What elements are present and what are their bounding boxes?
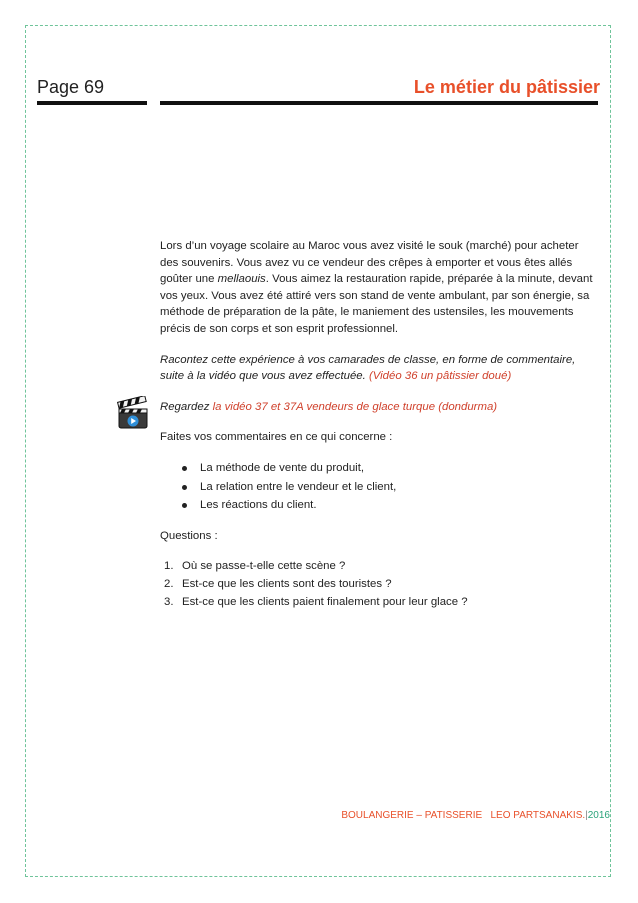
list-item: La relation entre le vendeur et le client, <box>160 479 600 496</box>
mellaouis-term: mellaouis <box>217 273 266 286</box>
footer-brand: BOULANGERIE – PATISSERIE LEO PARTSANAKIS. <box>341 810 586 821</box>
list-item: 2. Est-ce que les clients sont des touristes ? <box>164 577 392 590</box>
page-footer <box>341 810 610 821</box>
list-item: 3. Est-ce que les clients paient finalement pour leur glace ? <box>164 595 468 608</box>
header-rule-left <box>37 101 147 105</box>
video-36-link[interactable]: (Vidéo 36 un pâtissier doué) <box>368 370 512 383</box>
list-item: Les réactions du client. <box>160 497 600 514</box>
comment-topics-list <box>160 460 600 514</box>
video-37-link[interactable]: la vidéo 37 et 37A vendeurs de glace turque (dondurma) <box>212 400 498 413</box>
list-item: La méthode de vente du produit, <box>160 460 600 477</box>
task-paragraph: Racontez cette expérience à vos camarades de classe, en forme de commentaire, suite à la vidéo que vous avez effectuée. (Vidéo 36 un pâtissier doué) <box>160 353 576 383</box>
questions-list <box>160 558 600 610</box>
body-content <box>160 238 600 611</box>
header-rule-right <box>160 101 598 105</box>
footer-separator: | <box>585 810 588 821</box>
comments-intro: Faites vos commentaires en ce qui concerne : <box>160 431 393 444</box>
page-title: Le métier du pâtissier <box>413 77 600 97</box>
watch-paragraph: Regardez la vidéo 37 et 37A vendeurs de glace turque (dondurma) <box>160 400 498 413</box>
questions-label: Questions : <box>160 529 218 542</box>
clapperboard-video-icon <box>116 396 150 430</box>
intro-paragraph: Lors d’un voyage scolaire au Maroc vous avez visité le souk (marché) pour acheter des souvenirs. Vous avez vu ce vendeur des crêpes à emporter et vous êtes allés goûter une mellaouis. Vous aimez la restauration rapide, préparée à la minute, devant vos yeux. Vous avez été attiré vers son stand de vente ambulant, par son énergie, sa méthode de préparation de la pâte, le maniement des ustensiles, les mouvements précis de son corps et son esprit professionnel. <box>160 240 593 335</box>
list-item: 1. Où se passe-t-elle cette scène ? <box>164 560 346 573</box>
footer-year: 2016 <box>587 810 610 821</box>
page-number: Page 69 <box>37 77 105 97</box>
